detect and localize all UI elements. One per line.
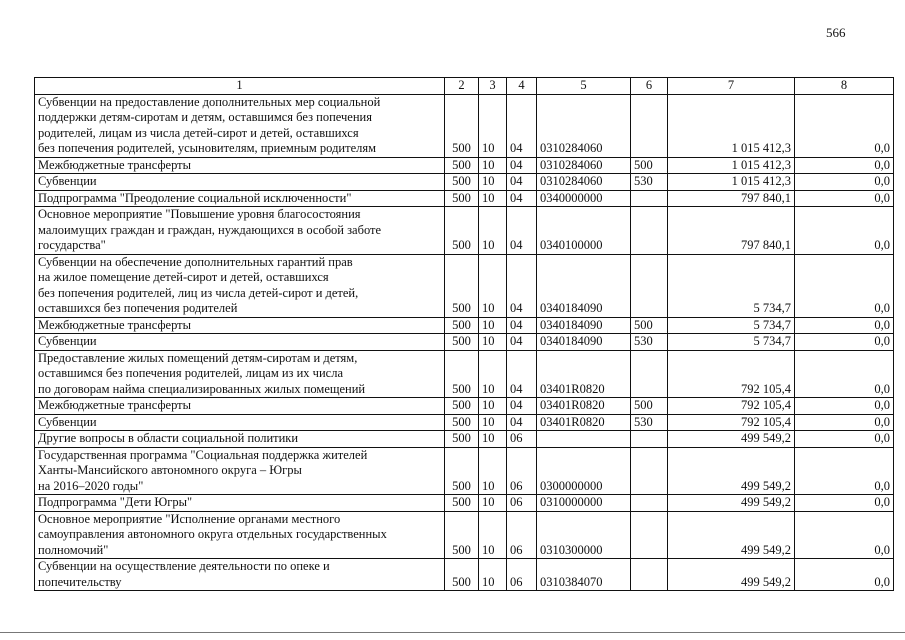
cell-amount: 797 840,1 <box>668 190 795 207</box>
cell-admin-code: 500 <box>445 398 479 415</box>
cell-target-article: 0310284060 <box>537 174 631 191</box>
cell-subsection: 04 <box>507 157 537 174</box>
cell-expense-type <box>631 495 668 512</box>
cell-name <box>35 511 445 559</box>
cell-name <box>35 254 445 317</box>
cell-admin-code: 500 <box>445 317 479 334</box>
cell-expense-type <box>631 511 668 559</box>
cell-name-text: Предоставление жилых помещений детям-сиротам и детям, оставшимся без попечения родителей, лицам из их числа по договорам найма специализированных жилых помещений <box>38 350 366 396</box>
table-row <box>35 207 894 255</box>
cell-target-article <box>537 431 631 448</box>
header-cell-7: 7 <box>668 78 795 95</box>
table-row <box>35 190 894 207</box>
table-row <box>35 398 894 415</box>
cell-subsection: 04 <box>507 334 537 351</box>
cell-admin-code: 500 <box>445 414 479 431</box>
cell-expense-type <box>631 350 668 398</box>
cell-amount-2: 0,0 <box>795 254 894 317</box>
cell-target-article: 03401R0820 <box>537 398 631 415</box>
cell-target-article: 0310284060 <box>537 157 631 174</box>
table-row <box>35 495 894 512</box>
cell-amount-2: 0,0 <box>795 94 894 157</box>
table-row <box>35 174 894 191</box>
cell-name <box>35 559 445 591</box>
cell-amount: 499 549,2 <box>668 511 795 559</box>
page-number: 566 <box>826 25 846 40</box>
cell-target-article: 0310300000 <box>537 511 631 559</box>
cell-expense-type <box>631 447 668 495</box>
cell-admin-code: 500 <box>445 447 479 495</box>
cell-section: 10 <box>479 94 507 157</box>
cell-section: 10 <box>479 559 507 591</box>
cell-subsection: 06 <box>507 511 537 559</box>
cell-amount: 792 105,4 <box>668 414 795 431</box>
cell-subsection: 06 <box>507 431 537 448</box>
cell-expense-type: 500 <box>631 157 668 174</box>
cell-admin-code: 500 <box>445 254 479 317</box>
table-row <box>35 350 894 398</box>
cell-section: 10 <box>479 431 507 448</box>
cell-name-text: Межбюджетные трансферты <box>38 317 192 332</box>
cell-target-article: 0310284060 <box>537 94 631 157</box>
table-row <box>35 334 894 351</box>
table-row <box>35 511 894 559</box>
cell-admin-code: 500 <box>445 511 479 559</box>
cell-admin-code: 500 <box>445 207 479 255</box>
cell-target-article: 0340184090 <box>537 254 631 317</box>
header-cell-4: 4 <box>507 78 537 95</box>
cell-expense-type: 500 <box>631 317 668 334</box>
cell-subsection: 04 <box>507 317 537 334</box>
cell-section: 10 <box>479 495 507 512</box>
cell-subsection: 06 <box>507 495 537 512</box>
cell-expense-type: 530 <box>631 334 668 351</box>
cell-name-text: Субвенции на предоставление дополнительных мер социальной поддержки детям-сиротам и детям, оставшимся без попечения родителей, лицам из числа детей-сирот и детей, оставшихся без попечения родителей, усыновителям, приемным родителям <box>38 94 381 155</box>
cell-amount-2: 0,0 <box>795 190 894 207</box>
cell-target-article: 03401R0820 <box>537 350 631 398</box>
cell-name-text: Основное мероприятие "Повышение уровня благосостояния малоимущих граждан и граждан, нуждающихся в особой заботе государства" <box>38 207 382 252</box>
cell-expense-type <box>631 559 668 591</box>
cell-amount: 499 549,2 <box>668 559 795 591</box>
cell-name-text: Подпрограмма "Дети Югры" <box>38 495 193 509</box>
cell-name <box>35 495 445 512</box>
cell-name <box>35 398 445 415</box>
cell-name <box>35 431 445 448</box>
cell-section: 10 <box>479 334 507 351</box>
cell-admin-code: 500 <box>445 174 479 191</box>
cell-target-article: 0340000000 <box>537 190 631 207</box>
cell-amount-2: 0,0 <box>795 350 894 398</box>
cell-expense-type <box>631 94 668 157</box>
cell-name <box>35 414 445 431</box>
cell-amount-2: 0,0 <box>795 334 894 351</box>
cell-name <box>35 94 445 157</box>
cell-expense-type <box>631 207 668 255</box>
cell-name <box>35 190 445 207</box>
cell-subsection: 04 <box>507 94 537 157</box>
table-row <box>35 157 894 174</box>
cell-subsection: 04 <box>507 190 537 207</box>
cell-amount-2: 0,0 <box>795 157 894 174</box>
cell-admin-code: 500 <box>445 431 479 448</box>
table-row <box>35 447 894 495</box>
cell-section: 10 <box>479 317 507 334</box>
cell-admin-code: 500 <box>445 495 479 512</box>
cell-target-article: 0310000000 <box>537 495 631 512</box>
cell-amount-2: 0,0 <box>795 317 894 334</box>
cell-section: 10 <box>479 157 507 174</box>
cell-amount: 5 734,7 <box>668 334 795 351</box>
cell-expense-type: 530 <box>631 414 668 431</box>
scan-bottom-edge <box>0 632 905 633</box>
cell-subsection: 04 <box>507 414 537 431</box>
cell-section: 10 <box>479 174 507 191</box>
header-cell-2: 2 <box>445 78 479 95</box>
cell-name <box>35 207 445 255</box>
cell-amount-2: 0,0 <box>795 207 894 255</box>
cell-amount: 499 549,2 <box>668 447 795 495</box>
cell-section: 10 <box>479 254 507 317</box>
cell-amount-2: 0,0 <box>795 511 894 559</box>
cell-admin-code: 500 <box>445 190 479 207</box>
cell-name-text: Межбюджетные трансферты <box>38 157 192 172</box>
cell-name-text: Субвенции <box>38 334 97 348</box>
cell-subsection: 06 <box>507 447 537 495</box>
cell-section: 10 <box>479 511 507 559</box>
cell-target-article: 0340184090 <box>537 317 631 334</box>
cell-name <box>35 317 445 334</box>
cell-name-text: Субвенции <box>38 174 97 188</box>
cell-name <box>35 350 445 398</box>
cell-expense-type <box>631 431 668 448</box>
cell-name <box>35 334 445 351</box>
cell-name-text: Подпрограмма "Преодоление социальной исключенности" <box>38 190 352 205</box>
cell-section: 10 <box>479 414 507 431</box>
cell-name-text: Субвенции на обеспечение дополнительных гарантий прав на жилое помещение детей-сирот и детей, оставшихся без попечения родителей, лиц из числа детей-сирот и детей, оставшихся без попечения родителей <box>38 254 359 315</box>
table-row <box>35 94 894 157</box>
cell-amount-2: 0,0 <box>795 398 894 415</box>
cell-subsection: 04 <box>507 207 537 255</box>
cell-amount: 5 734,7 <box>668 317 795 334</box>
table-row <box>35 317 894 334</box>
cell-amount: 1 015 412,3 <box>668 174 795 191</box>
cell-name-text: Субвенции <box>38 414 97 429</box>
cell-admin-code: 500 <box>445 350 479 398</box>
cell-amount-2: 0,0 <box>795 559 894 591</box>
cell-name-text: Основное мероприятие "Исполнение органами местного самоуправления автономного округа отдельных государственных полномочий" <box>38 511 387 557</box>
cell-amount-2: 0,0 <box>795 174 894 191</box>
cell-name-text: Субвенции на осуществление деятельности по опеке и попечительству <box>38 559 330 589</box>
cell-amount: 1 015 412,3 <box>668 94 795 157</box>
table-row <box>35 431 894 448</box>
cell-amount-2: 0,0 <box>795 431 894 448</box>
table-row <box>35 254 894 317</box>
cell-admin-code: 500 <box>445 157 479 174</box>
header-cell-8: 8 <box>795 78 894 95</box>
cell-section: 10 <box>479 398 507 415</box>
cell-admin-code: 500 <box>445 559 479 591</box>
header-cell-1: 1 <box>35 78 445 95</box>
cell-section: 10 <box>479 190 507 207</box>
table-row <box>35 414 894 431</box>
cell-section: 10 <box>479 207 507 255</box>
cell-section: 10 <box>479 447 507 495</box>
cell-name-text: Государственная программа "Социальная поддержка жителей Ханты-Мансийского автономного округа – Югры на 2016–2020 годы" <box>38 447 368 493</box>
header-cell-3: 3 <box>479 78 507 95</box>
cell-amount: 792 105,4 <box>668 398 795 415</box>
cell-amount: 1 015 412,3 <box>668 157 795 174</box>
cell-name <box>35 447 445 495</box>
cell-name <box>35 174 445 191</box>
cell-subsection: 04 <box>507 254 537 317</box>
cell-name-text: Межбюджетные трансферты <box>38 398 192 412</box>
cell-amount-2: 0,0 <box>795 495 894 512</box>
cell-target-article: 0310384070 <box>537 559 631 591</box>
cell-target-article: 0340184090 <box>537 334 631 351</box>
header-row <box>35 78 894 95</box>
header-cell-6: 6 <box>631 78 668 95</box>
cell-expense-type: 530 <box>631 174 668 191</box>
cell-amount: 792 105,4 <box>668 350 795 398</box>
cell-admin-code: 500 <box>445 94 479 157</box>
cell-subsection: 04 <box>507 350 537 398</box>
cell-expense-type <box>631 254 668 317</box>
cell-target-article: 0300000000 <box>537 447 631 495</box>
cell-expense-type <box>631 190 668 207</box>
cell-amount: 499 549,2 <box>668 431 795 448</box>
cell-amount-2: 0,0 <box>795 447 894 495</box>
cell-subsection: 04 <box>507 174 537 191</box>
cell-amount: 499 549,2 <box>668 495 795 512</box>
cell-section: 10 <box>479 350 507 398</box>
table-row <box>35 559 894 591</box>
cell-amount: 5 734,7 <box>668 254 795 317</box>
cell-amount: 797 840,1 <box>668 207 795 255</box>
cell-target-article: 03401R0820 <box>537 414 631 431</box>
cell-target-article: 0340100000 <box>537 207 631 255</box>
cell-name-text: Другие вопросы в области социальной политики <box>38 431 299 445</box>
cell-subsection: 06 <box>507 559 537 591</box>
cell-expense-type: 500 <box>631 398 668 415</box>
cell-subsection: 04 <box>507 398 537 415</box>
cell-amount-2: 0,0 <box>795 414 894 431</box>
cell-admin-code: 500 <box>445 334 479 351</box>
budget-table <box>34 77 894 591</box>
cell-name <box>35 157 445 174</box>
header-cell-5: 5 <box>537 78 631 95</box>
